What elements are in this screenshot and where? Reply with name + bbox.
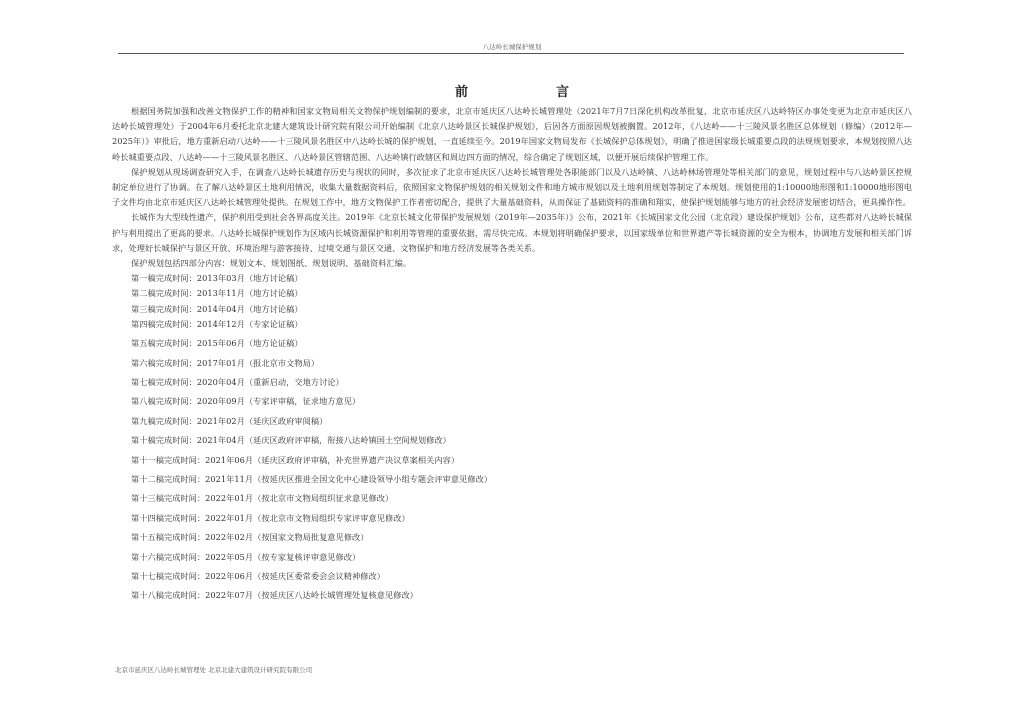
document-body: [112, 104, 912, 604]
revision-entry: 第六稿完成时间：2017年01月（报北京市文物局）: [131, 357, 320, 368]
revision-entry: 第十四稿完成时间：2022年01月（按北京市文物局组织专家评审意见修改）: [131, 512, 410, 523]
paragraph: 保护规划从现场调查研究入手，在调查八达岭长城遗存历史与现状的同时，多次征求了北京市延庆区八达岭长城管理处各职能部门以及八达岭镇、八达岭林场管理处等相关部门的意见，规划过程中与八达岭景区控规制定单位进行了协调。在了解八达岭景区土地利用情况，收集大量数据资料后，依照国家文物保护规划的相关规划文件和地方城市规划以及土地利用规划等制定了本规划。规划使用的1:10000地形图和1:10000地形图电子文件均由北京市延庆区八达岭长城管理处提供。在规划工作中，地方文物保护工作者密切配合，提供了大量基础资料，从而保证了基础资料的准确和翔实，使保护规划能够与地方的社会经济发展密切结合，更具操作性。: [112, 166, 912, 208]
paragraph: 长城作为大型线性遗产，保护利用受到社会各界高度关注。2019年《北京长城文化带保护发展规划（2019年—2035年）》公布，2021年《长城国家文化公园（北京段）建设保护规划》公布，这些都对八达岭长城保护与利用提出了更高的要求。八达岭长城保护规划作为区域内长城资源保护和利用等管理的重要依据，需尽快完成。本规划将明确保护要求，以国家级单位和世界遗产等长城资源的安全为根本，协调地方发展和相关部门诉求，处理好长城保护与景区开放、环境治理与游客接待、过境交通与景区交通、文物保护和地方经济发展等各类关系。: [112, 212, 912, 253]
revision-entry: 第八稿完成时间：2020年09月（专家评审稿，征求地方意见）: [131, 396, 361, 407]
revision-entry: 第十六稿完成时间：2022年05月（按专家复核评审意见修改）: [131, 551, 361, 562]
revision-entry: 第十五稿完成时间：2022年02月（按国家文物局批复意见修改）: [131, 532, 369, 543]
revision-entry: 第十七稿完成时间：2022年06月（按延庆区委常委会会议精神修改）: [131, 570, 385, 581]
revision-entry: 第七稿完成时间：2020年04月（重新启动，交地方讨论）: [131, 377, 344, 388]
revision-entry: 第五稿完成时间：2015年06月（地方论证稿）: [131, 338, 303, 349]
header-divider: [118, 53, 904, 54]
revision-entry: 第十二稿完成时间：2021年11月（按延庆区推进全国文化中心建设领导小组专题会评审意见修改）: [131, 473, 493, 484]
paragraph: 保护规划包括四部分内容：规划文本、规划图纸、规划说明、基础资料汇编。: [131, 258, 412, 269]
paragraph: 根据国务院加强和改善文物保护工作的精神和国家文物局相关文物保护规划编制的要求，北京市延庆区八达岭长城管理处（2021年7月7日深化机构改革批复，北京市延庆区八达岭特区办事处变更为北京市延庆区八达岭长城管理处）于2004年6月委托北京北建大建筑设计研究院有限公司开始编制《北京八达岭景区长城保护规划》，后因各方面原因规划被搁置。2012年，《八达岭——十三陵风景名胜区总体规划（修编）（2012年—2025年）》审批后，地方重新启动八达岭——十三陵风景名胜区中八达岭长城的保护规划，一直延续至今。2019年国家文物局发布《长城保护总体规划》，明确了推进国家级长城重要点段的法规规划要求，本规划按照八达岭长城重要点段、八达岭——十三陵风景名胜区、八达岭景区管辖范围、八达岭镇行政辖区和周边四方面的情况，综合确定了规划区域，以便开展后续保护管理工作。: [112, 106, 912, 162]
revision-entry: 第十八稿完成时间：2022年07月（按延庆区八达岭长城管理处复核意见修改）: [131, 590, 418, 601]
revision-entry: 第十一稿完成时间：2021年06月（延庆区政府评审稿，补充世界遗产决议草案相关内容）: [131, 454, 460, 465]
title-char-1: 前: [454, 85, 468, 100]
revision-entry: 第十稿完成时间：2021年04月（延庆区政府评审稿，衔接八达岭镇国土空间规划修改）: [131, 435, 451, 446]
revision-entry: 第十三稿完成时间：2022年01月（按北京市文物局组织征求意见修改）: [131, 493, 394, 504]
revision-entry: 第一稿完成时间：2013年03月（地方讨论稿）: [131, 273, 303, 284]
title-char-2: 言: [556, 85, 570, 100]
revision-entry: 第二稿完成时间：2013年11月（地方讨论稿）: [131, 288, 303, 299]
revision-entry: 第三稿完成时间：2014年04月（地方讨论稿）: [131, 303, 303, 314]
revision-entry: 第九稿完成时间：2021年02月（延庆区政府审阅稿）: [131, 415, 328, 426]
running-header: 八达岭长城保护规划: [482, 43, 542, 51]
revision-log: [112, 271, 912, 603]
page-title: [0, 81, 1024, 100]
revision-entry: 第四稿完成时间：2014年12月（专家论证稿）: [131, 318, 303, 329]
page-footer: 北京市延庆区八达岭长城管理处 北京北建大建筑设计研究院有限公司: [115, 666, 313, 674]
